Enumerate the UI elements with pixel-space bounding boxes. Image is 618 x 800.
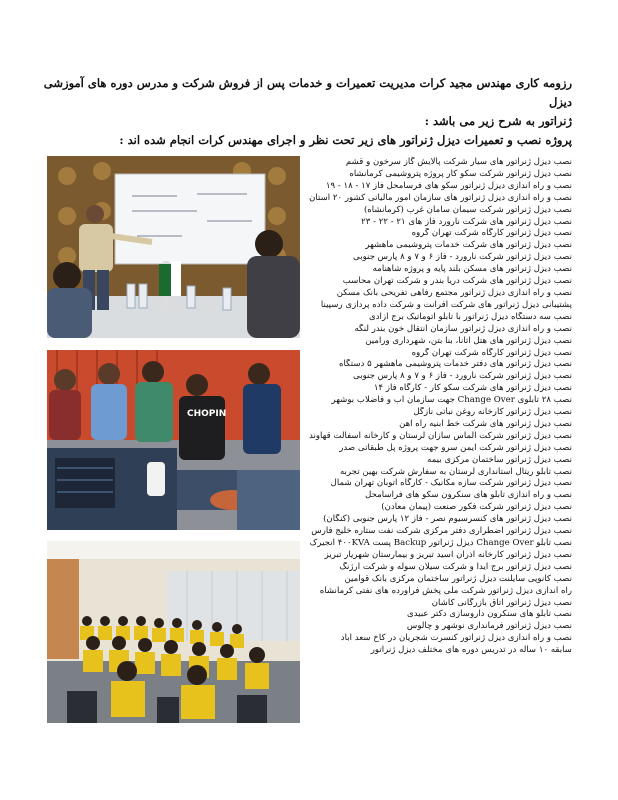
project-item: نصب دیزل ژنراتور شرکت ایمن سرو جهت پروژه پل طبقاتی صدر <box>339 442 572 453</box>
project-item: نصب تابلو ریتال استانداری لرستان به سفارش شرکت بهین تجربه <box>339 466 572 477</box>
project-item: نصب تابلو Change Over دیزل ژنراتور Backup پست ۴۰۰KVA انجیرک <box>309 538 572 548</box>
project-item: نصب دیزل ژنراتور شرکت سازه مکانیک - کارگاه اتوبان تهران شمال <box>330 478 572 489</box>
project-item: نصب و راه اندازی دیزل ژنراتور مجتمع رفاهی تفریحی بانک مسکن <box>336 287 572 298</box>
project-item: نصب دیزل ژنراتور کارخانه روغن نباتی نازگل <box>413 407 572 418</box>
project-item: نصب دیزل ژنراتور های شرکت نارورد فاز های ۲۱ - ۲۲ - ۲۳ <box>361 216 572 227</box>
project-item: نصب و راه اندازی دیزل ژنراتور کنسرت شجریان در کاخ سعد آباد <box>340 633 572 644</box>
project-item: نصب دیزل ژنراتور فرمانداری نوشهر و چالوس <box>406 621 572 632</box>
project-item: نصب دیزل ژنراتور شرکت نارورد - فاز ۶ و ۷ و ۸ پارس جنوبی <box>353 252 572 263</box>
header-line-3: پروژه نصب و تعمیرات دیزل ژنراتور های زیر تحت نظر و اجرای مهندس کرات انجام شده اند : <box>119 133 572 147</box>
project-item: نصب دیزل ژنراتور های دفتر خدمات پتروشیمی ماهشهر ۵ دستگاه <box>338 359 572 370</box>
project-item: نصب دیزل ژنراتور شرکت سیمان سامان غرب (کرمانشاه) <box>363 204 572 215</box>
classroom-illustration <box>47 541 300 723</box>
project-item: نصب دیزل ژنراتور کارگاه شرکت تهران گروه <box>411 228 572 239</box>
whiteboard-illustration <box>47 156 300 338</box>
project-item: نصب دیزل ژنراتور کارخانه آذران اسید تبریز و بیمارستان شهریار تبریز <box>324 549 572 560</box>
project-item: نصب دیزل ژنراتور های شرکت دریا بندر و شرکت تهران محاسب <box>342 276 572 287</box>
header-line-1: رزومه کاری مهندس مجید کرات مدیریت تعمیرات و خدمات پس از فروش شرکت و مدرس دوره های آموزشی دیزل <box>43 76 572 109</box>
project-item: نصب دیزل ژنراتور های شرکت سکو کار - کارگاه فاز ۱۴ <box>373 383 572 394</box>
project-item: پشتیبانی دیزل ژنراتور های شرکت افرانت و شرکت داده پردازی رسپینا <box>320 299 572 310</box>
project-item: نصب دیزل ژنراتور های مسکن بلند پایه و پروژه شاهنامه <box>372 264 572 275</box>
photo-whiteboard-training <box>47 156 300 338</box>
project-item: راه اندازی دیزل ژنراتور شرکت ملی پخش فراورده های نفتی کرمانشاه <box>319 585 572 596</box>
project-item: نصب و راه اندازی دیزل ژنراتور سازمان انتقال خون بندر لنگه <box>354 323 572 334</box>
project-item: نصب دیزل ژنراتور اضطراری دفتر مرکزی شرکت نفت ستاره خلیج فارس <box>311 526 572 537</box>
project-item: نصب و راه اندازی تابلو های سنکرون سکو های فراسامحل <box>365 490 572 501</box>
project-item: نصب دیزل ژنراتور های شرکت خدمات پتروشیمی ماهشهر <box>365 240 572 251</box>
project-item: نصب تابلو های سنکرون داروسازی دکتر عبیدی <box>407 609 572 620</box>
project-item: نصب ۲۸ تابلوی Change Over جهت سازمان آب و فاضلاب بوشهر <box>331 395 572 406</box>
project-item: نصب سه دستگاه دیزل ژنراتور با تابلو اتوماتیک برج آزادی <box>369 311 572 322</box>
project-item: نصب و راه اندازی دیزل ژنراتور های سازمان امور مالیاتی کشور ۲۰ استان <box>309 192 572 203</box>
project-item: نصب کانوپی سایلنت دیزل ژنراتور ساختمان مرکزی بانک قوامین <box>344 573 572 584</box>
photo-engine-workshop <box>47 350 300 530</box>
project-item: سابقه ۱۰ ساله در تدریس دوره های مختلف دیزل ژنراتور <box>370 645 572 656</box>
project-item: نصب دیزل ژنراتور برج آیدا و شرکت سیلان سوله و شرکت ارژنگ <box>339 561 572 572</box>
project-item: نصب دیزل ژنراتور های کنسرسیوم نصر - فاز ۱۲ پارس جنوبی (کنگان) <box>323 514 572 525</box>
project-item: نصب و راه اندازی دیزل ژنراتور سکو های فرسامحل فاز ۱۷ - ۱۸ - ۱۹ <box>325 180 572 191</box>
engine-illustration <box>47 350 300 530</box>
project-list <box>306 157 572 657</box>
project-item: نصب دیزل ژنراتور شرکت فکور صنعت (پیمان معادن) <box>381 502 572 513</box>
project-item: نصب دیزل ژنراتور های شرکت خط ابنیه راه آهن <box>399 418 572 429</box>
project-item: نصب دیزل ژنراتور شرکت الماس سازان لرستان و کارخانه آسفالت قهاوند <box>308 430 572 441</box>
project-item: نصب دیزل ژنراتور کارگاه شرکت تهران گروه <box>411 347 572 358</box>
photo-classroom <box>47 541 300 723</box>
project-item: نصب دیزل ژنراتور شرکت نارورد - فاز ۶ و ۷ و ۸ پارس جنوبی <box>353 371 572 382</box>
project-item: نصب دیزل ژنراتور های سیار شرکت پالایش گاز سرخون و قشم <box>345 157 572 167</box>
project-item: نصب دیزل ژنراتور شرکت سکو کار پروژه پتروشیمی کرمانشاه <box>349 168 572 179</box>
shirt-text: CHOPIN <box>187 409 227 419</box>
header-line-2: ژنراتور به شرح زیر می باشد : <box>424 114 572 128</box>
project-item: نصب دیزل ژنراتور های هتل آتانا، بنا بتن، شهرداری ورامین <box>365 335 572 346</box>
project-item: نصب دیزل ژنراتور اتاق بازرگانی کاشان <box>431 597 572 608</box>
project-item: نصب دیزل ژنراتور ساختمان مرکزی بیمه <box>427 454 572 465</box>
resume-header <box>40 74 572 150</box>
